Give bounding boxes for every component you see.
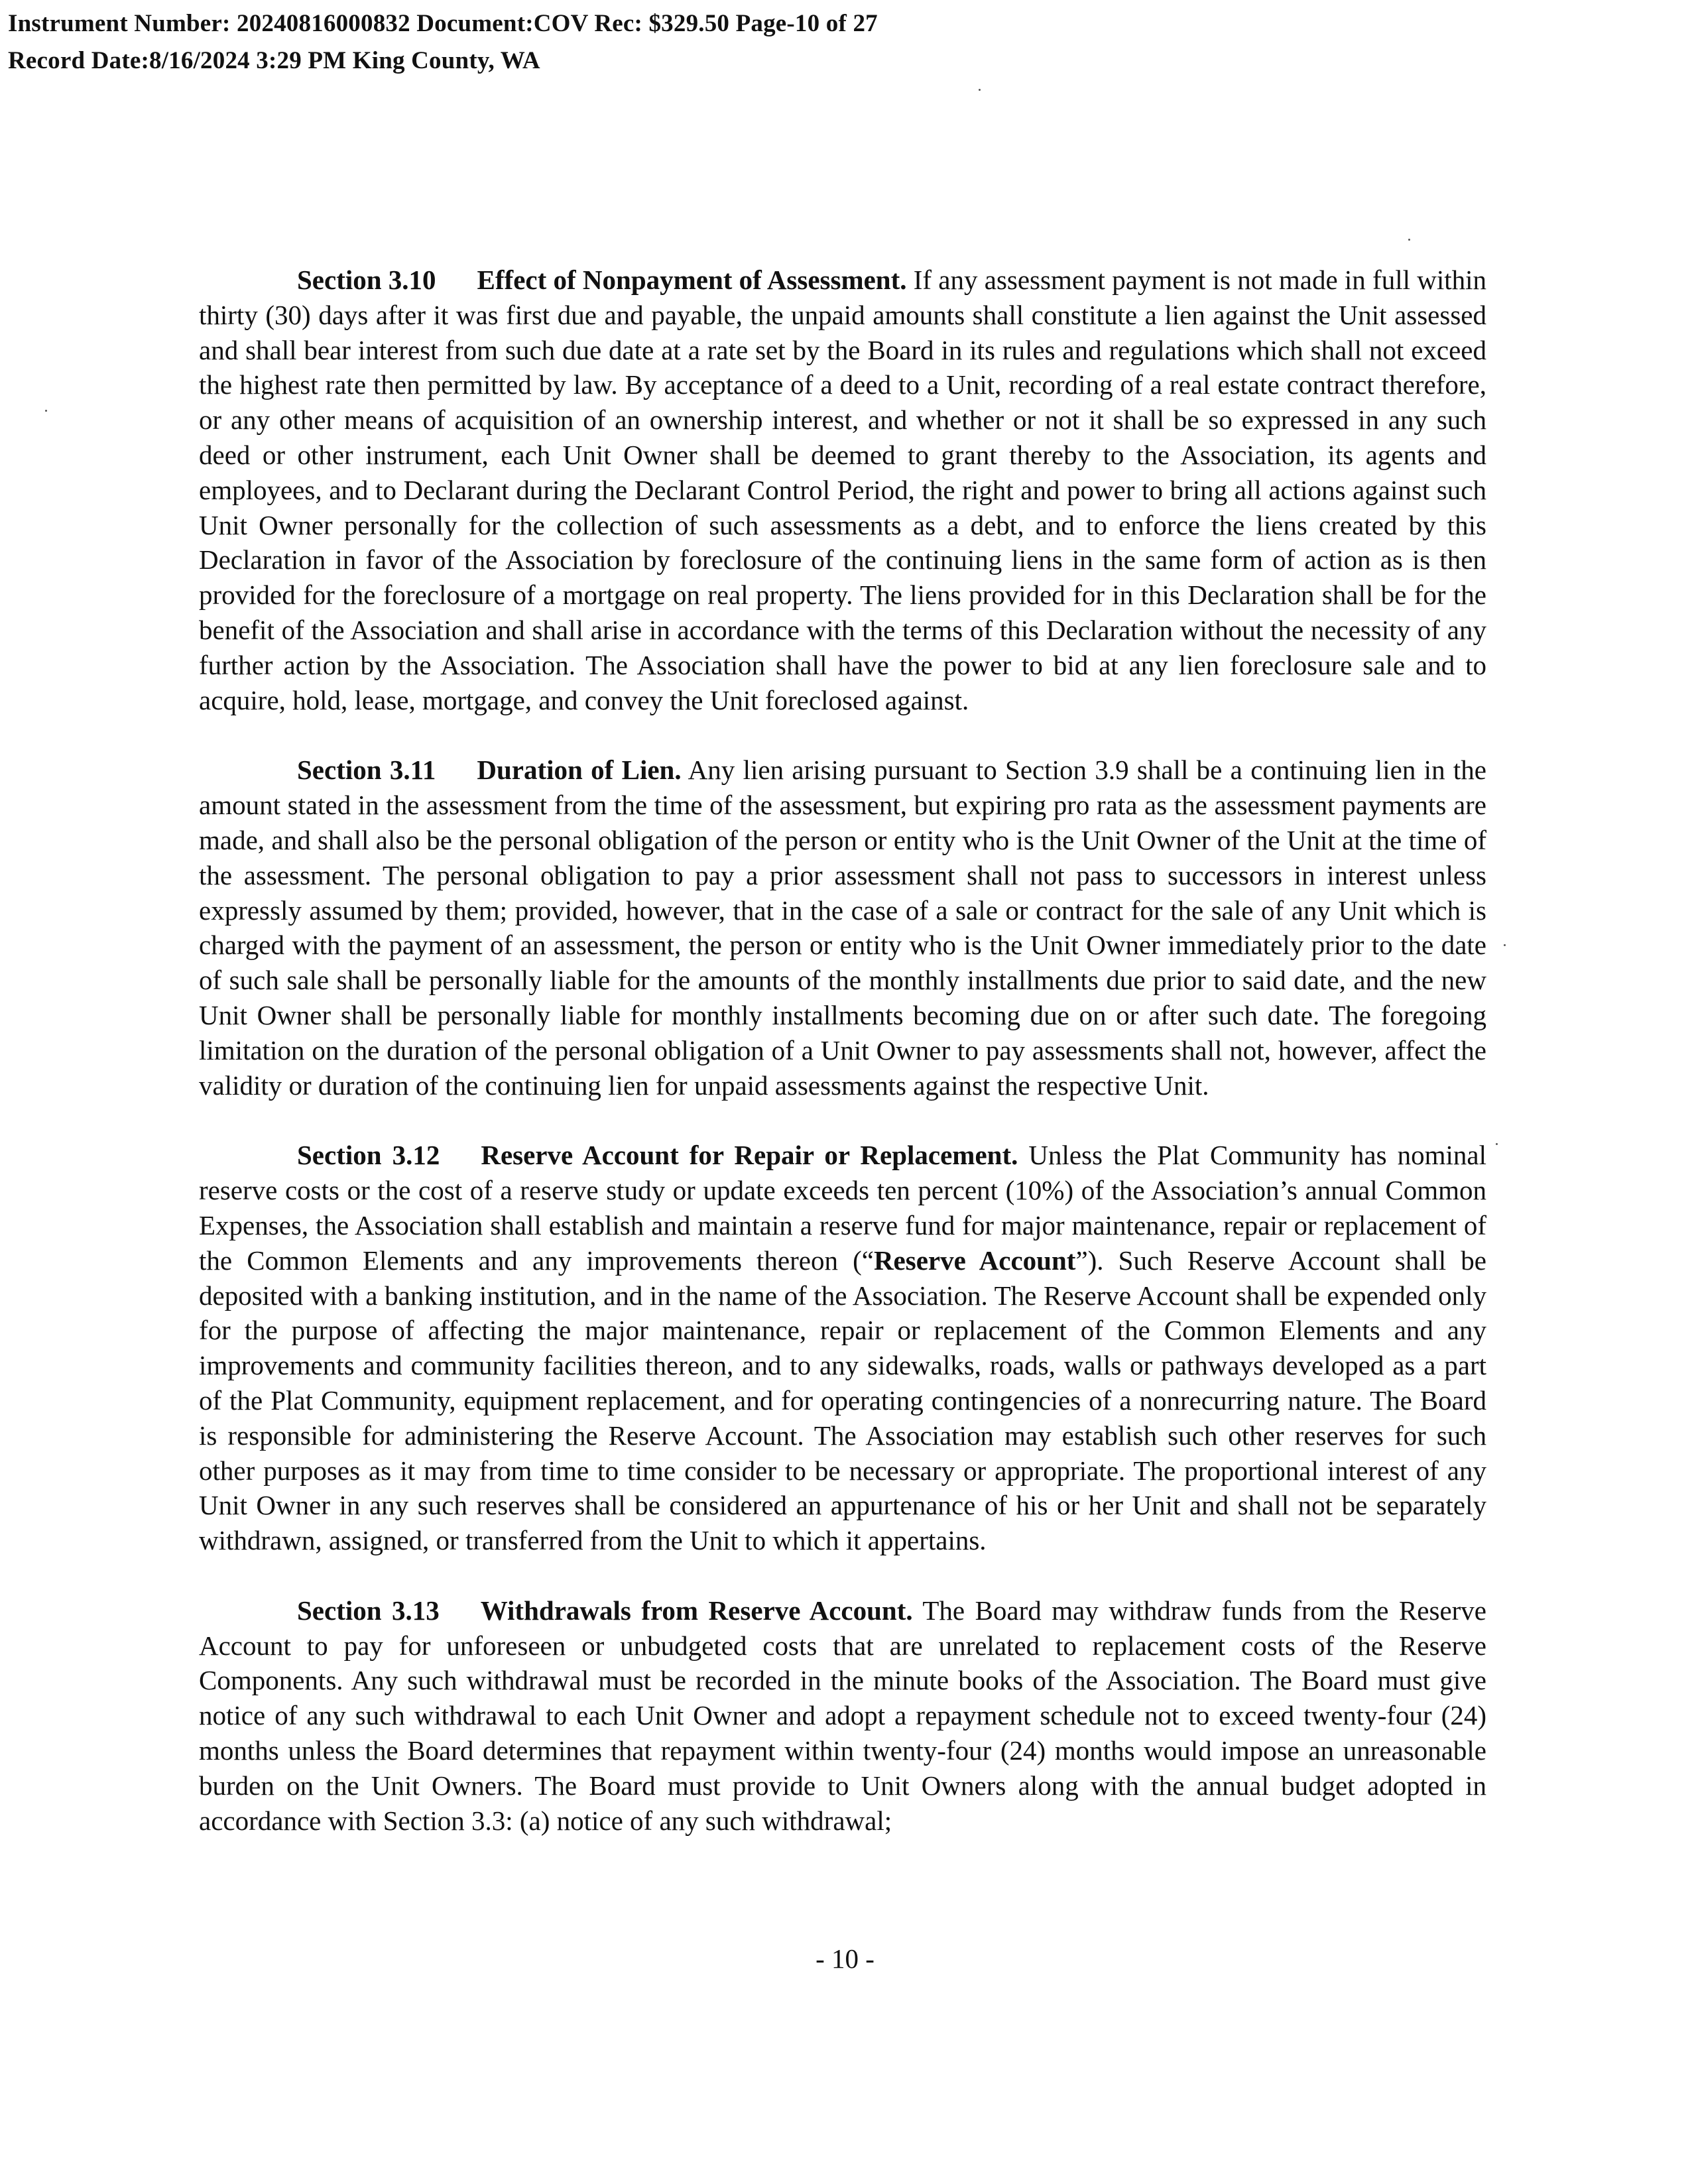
recording-date-line: Record Date:8/16/2024 3:29 PM King County, WA bbox=[8, 47, 540, 74]
document-body bbox=[199, 263, 1486, 1873]
section-text-continued: ”). Such Reserve Account shall be deposited with a banking institution, and in the name of the Association. The Reserve Account shall be expended only for the purpose of affecting the major maintenance, repair or replacement of the Common Elements and any improvements and community facilities thereon, and to any sidewalks, roads, walls or pathways developed as a part of the Plat Community, equipment replacement, and for operating contingencies of a nonrecurring nature. The Board is responsible for administering the Reserve Account. The Association may establish such other reserves for such other purposes as it may from time to time consider to be necessary or appropriate. The proportional interest of any Unit Owner in any such reserves shall be considered an appurtenance of his or her Unit and shall not be separately withdrawn, assigned, or transferred from the Unit to which it appertains. bbox=[199, 1244, 1486, 1556]
recording-instrument-line: Instrument Number: 20240816000832 Document:COV Rec: $329.50 Page-10 of 27 bbox=[8, 10, 878, 37]
section-number: Section 3.11 bbox=[297, 755, 436, 786]
section-number: Section 3.13 bbox=[297, 1595, 440, 1626]
section-number: Section 3.12 bbox=[297, 1140, 440, 1171]
section-title: Reserve Account for Repair or Replacement. bbox=[481, 1140, 1018, 1171]
section-3-11 bbox=[199, 753, 1486, 1103]
scan-speck bbox=[45, 410, 47, 412]
section-text: The Board may withdraw funds from the Reserve Account to pay for unforeseen or unbudgeted costs that are unrelated to replacement costs of the Reserve Components. Any such withdrawal must be recorded in the minute books of the Association. The Board must give notice of any such withdrawal to each Unit Owner and adopt a repayment schedule not to exceed twenty-four (24) months unless the Board determines that repayment within twenty-four (24) months would impose an unreasonable burden on the Unit Owners. The Board must provide to Unit Owners along with the annual budget adopted in accordance with Section 3.3: (a) notice of any such withdrawal; bbox=[199, 1595, 1487, 1836]
section-text: If any assessment payment is not made in full within thirty (30) days after it was first due and payable, the unpaid amounts shall constitute a lien against the Unit assessed and shall bear interest from such due date at a rate set by the Board in its rules and regulations which shall not exceed the highest rate then permitted by law. By acceptance of a deed to a Unit, recording of a real estate contract therefore, or any other means of acquisition of an ownership interest, and whether or not it shall be so expressed in any such deed or other instrument, each Unit Owner shall be deemed to grant thereby to the Association, its agents and employees, and to Declarant during the Declarant Control Period, the right and power to bring all actions against such Unit Owner personally for the collection of such assessments as a debt, and to enforce the liens created by this Declaration in favor of the Association by foreclosure of the continuing liens in the same form of action as is then provided for the foreclosure of a mortgage on real property. The liens provided for in this Declaration shall be for the benefit of the Association and shall arise in accordance with the terms of this Declaration without the necessity of any further action by the Association. The Association shall have the power to bid at any lien foreclosure sale and to acquire, hold, lease, mortgage, and convey the Unit foreclosed against. bbox=[199, 265, 1487, 715]
section-text: Unless the Plat Community has nominal reserve costs or the cost of a reserve study or update exceeds ten percent (10%) of the Association’s annual Common Expenses, the Association shall establish and maintain a reserve fund for major maintenance, repair or replacement of the Common Elements and any improvements thereon (“ bbox=[199, 1140, 1486, 1276]
section-number: Section 3.10 bbox=[297, 265, 436, 295]
scan-speck bbox=[1408, 239, 1410, 241]
section-text: Any lien arising pursuant to Section 3.9 shall be a continuing lien in the amount stated in the assessment from the time of the assessment, but expiring pro rata as the assessment payments are made, and shall also be the personal obligation of the person or entity who is the Unit Owner of the Unit at the time of the assessment. The personal obligation to pay a prior assessment shall not pass to successors in interest unless expressly assumed by them; provided, however, that in the case of a sale or contract for the sale of any Unit which is charged with the payment of an assessment, the person or entity who is the Unit Owner immediately prior to the date of such sale shall be personally liable for the amounts of the monthly installments due prior to said date, and the new Unit Owner shall be personally liable for monthly installments becoming due on or after such date. The foregoing limitation on the duration of the personal obligation of a Unit Owner to pay assessments shall not, however, affect the validity or duration of the continuing lien for unpaid assessments against the respective Unit. bbox=[199, 755, 1486, 1101]
recording-stamp bbox=[8, 5, 878, 80]
page-number: - 10 - bbox=[815, 1943, 875, 1974]
scan-speck bbox=[1496, 1143, 1498, 1145]
section-title: Withdrawals from Reserve Account. bbox=[480, 1595, 913, 1626]
section-title: Effect of Nonpayment of Assessment. bbox=[477, 265, 907, 295]
scan-speck bbox=[979, 89, 981, 91]
scan-speck bbox=[1504, 944, 1506, 946]
section-3-10 bbox=[199, 263, 1486, 717]
defined-term: Reserve Account bbox=[873, 1244, 1076, 1276]
section-3-13 bbox=[199, 1593, 1486, 1839]
section-title: Duration of Lien. bbox=[477, 755, 682, 786]
section-3-12 bbox=[199, 1138, 1486, 1558]
